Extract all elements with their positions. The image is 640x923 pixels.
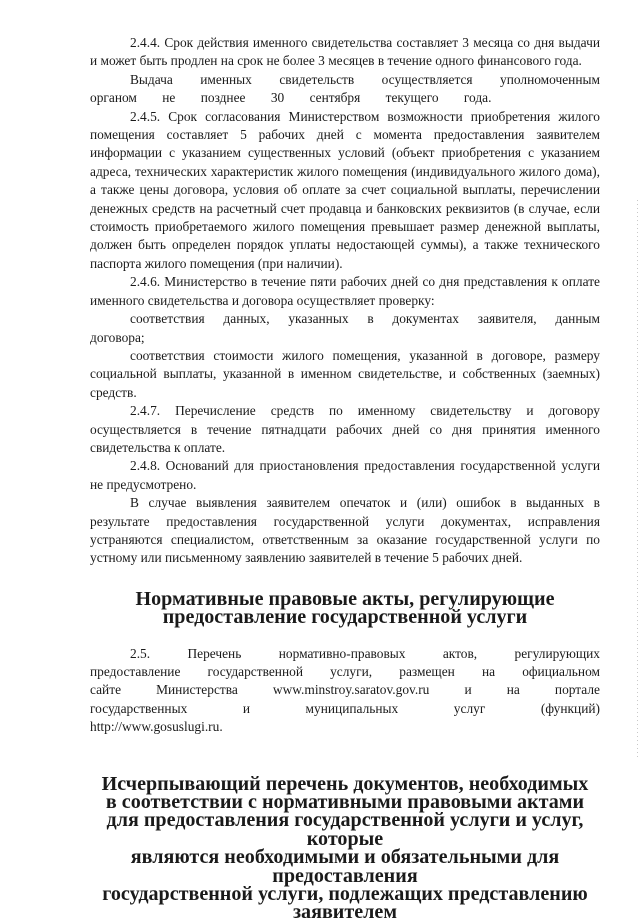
- paragraph-2-5: 2.5. Перечень нормативно-правовых актов, регулирующих предоставление государственной услуги, размещен на официальном сайте Министерства www.minstroy.saratov.gov.ru и на портале государственных и муниципальных услуг (функций) http://www.gosuslugi.ru.: [90, 645, 600, 735]
- heading-line: предоставление государственной услуги: [162, 606, 528, 629]
- paragraph-2-4-4: 2.4.4. Срок действия именного свидетельства составляет 3 месяца со дня выдачи и может быть продлен на срок не более 3 месяцев в течение одного финансового года.: [90, 35, 600, 69]
- paragraph-2-4-6: 2.4.6. Министерство в течение пяти рабочих дней со дня представления к оплате именного свидетельства и договора осуществляет проверку:: [90, 274, 600, 308]
- heading-line: Исчерпывающий перечень документов, необходимых: [101, 772, 589, 795]
- section-heading-regulatory-acts: [90, 587, 600, 629]
- scan-margin-mark: [637, 200, 638, 760]
- paragraph-errors: В случае выявления заявителем опечаток и (или) ошибок в выданных в результате предоставления государственной услуги документах, исправления устраняются специалистом, ответственным за оказание государственной услуги по устному или письменному заявлению заявителей в течение 5 рабочих дней.: [90, 495, 600, 566]
- heading-line: в соответствии с нормативными правовыми актами: [105, 791, 585, 814]
- paragraph-check-cost: соответствия стоимости жилого помещения, указанной в договоре, размеру социальной выплаты, указанной в именном свидетельстве, и собственных (заемных) средств.: [90, 347, 600, 400]
- heading-line: для предоставления государственной услуги и услуг, которые: [106, 809, 584, 850]
- heading-line: Нормативные правовые акты, регулирующие: [135, 587, 555, 610]
- heading-line: являются необходимыми и обязательными для предоставления: [130, 846, 560, 887]
- paragraph-check-data: соответствия данных, указанных в документах заявителя, данным договора;: [90, 311, 600, 345]
- heading-line: государственной услуги, подлежащих представлению заявителем: [102, 883, 588, 923]
- paragraph-2-4-7: 2.4.7. Перечисление средств по именному свидетельству и договору осуществляется в течение пятнадцати рабочих дней со дня принятия именного свидетельства к оплате.: [90, 403, 600, 455]
- section-heading-documents-list: [90, 772, 600, 923]
- paragraph-issuance: Выдача именных свидетельств осуществляется уполномоченным органом не позднее 30 сентября текущего года.: [90, 71, 600, 106]
- document-page: [90, 34, 600, 922]
- paragraph-2-4-8: 2.4.8. Оснований для приостановления предоставления государственной услуги не предусмотрено.: [90, 458, 600, 492]
- paragraph-2-4-5: 2.4.5. Срок согласования Министерством возможности приобретения жилого помещения составляет 5 рабочих дней с момента предоставления заявителем информации с указанием существенных условий (объект приобретения с указанием адреса, технических характеристик жилого помещения (индивидуального жилого дома), а также цены договора, условия об оплате за счет социальной выплаты, перечислении денежных средств на расчетный счет продавца и банковских реквизитов (в случае, если стоимость приобретаемого жилого помещения превышает размер денежной выплаты, должен быть определен порядок уплаты недостающей суммы), а также технического паспорта жилого помещения (при наличии).: [90, 108, 600, 271]
